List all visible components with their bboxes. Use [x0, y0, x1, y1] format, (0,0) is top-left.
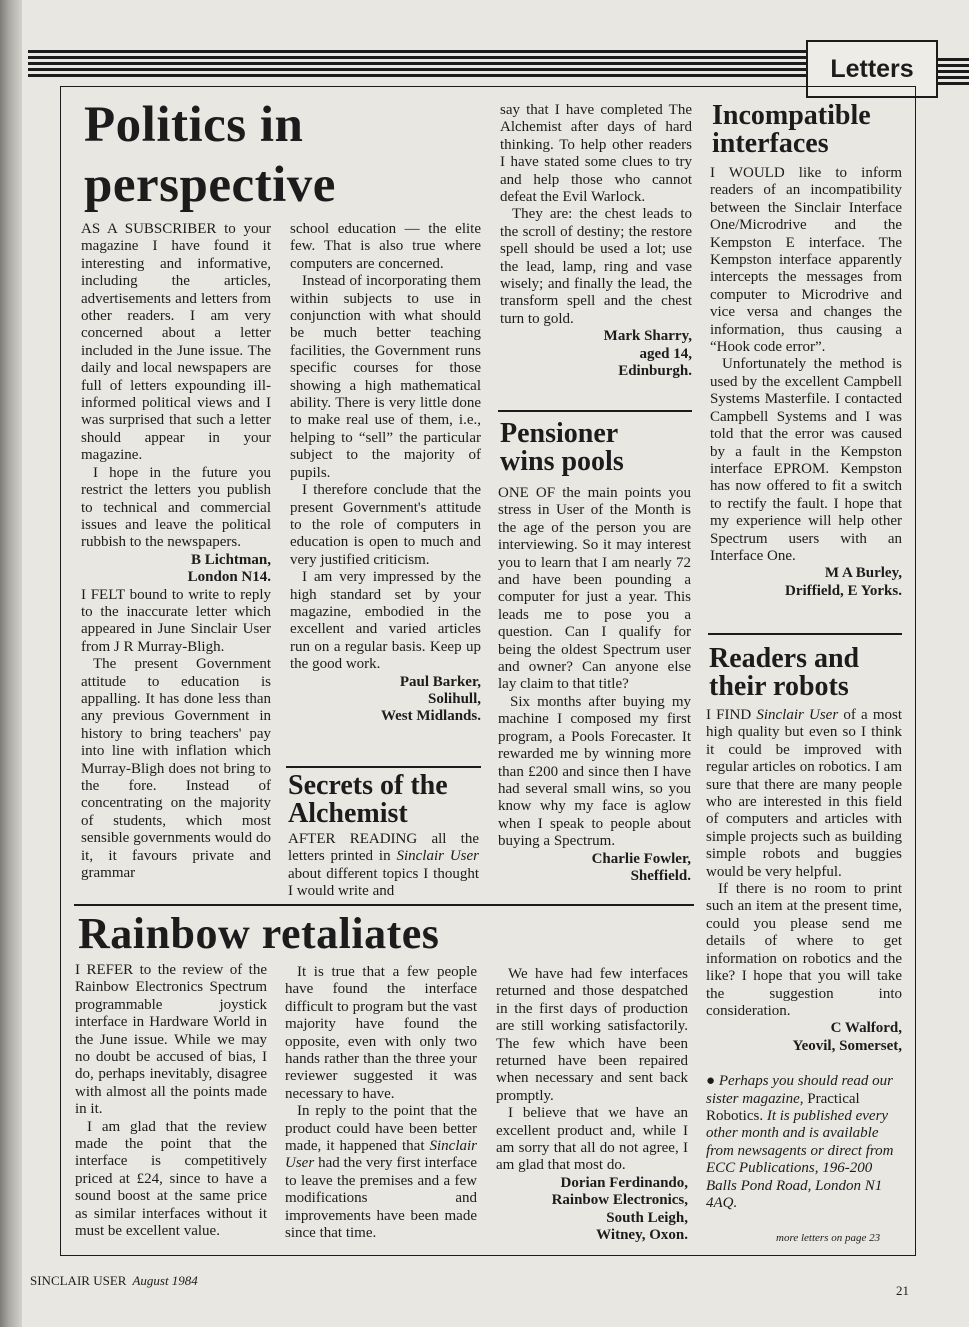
robots-headline: Readers and their robots — [709, 643, 860, 702]
magazine-title: Sinclair User — [396, 848, 479, 865]
rainbow-text: had the very first interface to leave the premises and a few modifications and improvements have been made since that time. — [285, 1155, 477, 1242]
magazine-title: Sinclair User — [756, 707, 839, 723]
signature-place: Edinburgh. — [618, 363, 692, 380]
alchemist-column-2 — [500, 102, 692, 381]
magazine-title: Practical Robotics. — [706, 1090, 860, 1124]
rainbow-headline: Rainbow retaliates — [78, 909, 440, 958]
robots-column — [706, 707, 902, 1212]
politics-paragraph: school education — the elite few. That is also true where computers are concerned. — [290, 221, 481, 272]
page-number: 21 — [896, 1283, 909, 1298]
signature-county: West Midlands. — [380, 708, 481, 725]
robots-rule — [708, 633, 902, 635]
pensioner-signature — [498, 851, 691, 886]
politics-column-1 — [81, 221, 271, 882]
rainbow-text: In reply to the point that the product could have been better made, it happened that — [285, 1103, 477, 1155]
robots-paragraph — [706, 707, 902, 881]
signature-name: Charlie Fowler, — [591, 850, 691, 867]
signature-place: Driffield, E Yorks. — [785, 582, 902, 599]
more-letters-note: more letters on page 23 — [776, 1232, 881, 1244]
signature-town: South Leigh, — [606, 1209, 688, 1226]
robots-headline-block — [709, 645, 902, 701]
page-binding-shadow — [0, 0, 22, 1327]
incompatible-headline: Incompatible interfaces — [712, 100, 871, 159]
signature-age: aged 14, — [639, 345, 692, 362]
politics-headline-line1: Politics in — [84, 97, 304, 153]
rainbow-rule — [74, 904, 694, 906]
robots-text: I FIND — [706, 707, 757, 723]
signature-name: Paul Barker, — [399, 673, 481, 690]
rainbow-signature — [496, 1175, 688, 1245]
alchemist-paragraph — [288, 831, 479, 901]
alchemist-headline: Secrets of the Alchemist — [288, 770, 448, 829]
header-rule-lines-right — [938, 58, 969, 88]
editor-note-text: Perhaps you should read our sister magazine, — [706, 1073, 893, 1107]
rainbow-column-2 — [285, 964, 477, 1243]
alchemist-rule — [286, 766, 481, 768]
editor-note — [706, 1073, 902, 1212]
pensioner-headline: Pensioner wins pools — [500, 418, 624, 477]
politics-paragraph: I am very impressed by the high standard set by your magazine, embodied in the excellent and varied articles run on a regular basis. Keep up the good work. — [290, 569, 481, 673]
signature-name: M A Burley, — [824, 565, 902, 582]
pensioner-rule — [498, 410, 692, 412]
robots-text: of a most high quality but even so I think it could be improved with regular articles on robotics. I am sure that there are many people who are interested in this field of computers and articles with simple projects such as building simple robots and buggies would be very helpful. — [706, 707, 903, 880]
alchemist-headline-block — [288, 772, 484, 828]
signature-place: Sheffield. — [630, 867, 691, 884]
footer-magazine — [30, 1273, 198, 1289]
politics-paragraph: AS A SUBSCRIBER to your magazine I have found it interesting and informative, including the articles, advertisements and letters from other readers. I am very concerned about a letter included in the June issue. The daily and local newspapers are full of letters expounding ill-informed political views and I was surprised that such a letter should appear in your magazine. — [81, 221, 271, 464]
rainbow-paragraph: I am glad that the review made the point that the interface is competitively priced at £24, since to have a sound boost at the same price as similar interfaces without it must be excellent value. — [75, 1118, 267, 1240]
politics-headline-line2: perspective — [84, 157, 336, 213]
pensioner-paragraph: ONE OF the main points you stress in User of the Month is the age of the person you are interviewing. So it may interest you to learn that I am nearly 72 and have been pounding a computer for just a year. This leads me to pose you a question. Can I qualify for being the oldest Spectrum user and owner? Can anyone else lay claim to that title? — [498, 485, 691, 693]
signature-name: C Walford, — [830, 1020, 902, 1037]
signature-town: Solihull, — [428, 690, 481, 707]
politics-column-2 — [290, 221, 481, 726]
alchemist-signature — [500, 328, 692, 380]
signature-name: B Lichtman, — [190, 551, 271, 568]
incompatible-paragraph: Unfortunately the method is used by the excellent Campbell Systems Masterfile. I contacted Campbell Systems and I was told that the error was caused by a fault in the Kempston interface EPROM. Kempston has now offered to fit a switch to rectify the fault. I hope that my experience will help other Spectrum users with an Interface One. — [710, 356, 902, 564]
footer-issue: August 1984 — [132, 1273, 198, 1288]
bullet-icon: ● — [706, 1073, 716, 1090]
rainbow-column-1 — [75, 962, 267, 1241]
politics-paragraph: I FELT bound to write to reply to the inaccurate letter which appeared in June Sinclair User from J R Murray-Bligh. — [81, 586, 271, 655]
signature-name: Mark Sharry, — [603, 328, 692, 345]
alchemist-text: AFTER READING all the letters printed in — [288, 831, 479, 865]
editor-note-text: It is published every other month and is available from newsagents or direct from ECC Publications, 196-200 Balls Pond Road, London N1 4AQ. — [706, 1107, 894, 1211]
alchemist-column-1 — [288, 831, 479, 901]
footer-magazine-name: SINCLAIR USER — [30, 1273, 127, 1288]
rainbow-paragraph: I REFER to the review of the Rainbow Electronics Spectrum programmable joystick interface in Hardware World in the June issue. While we may no doubt be accused of bias, I do, perhaps inevitably, disagree with almost all the points made in it. — [75, 962, 267, 1118]
rainbow-paragraph: I believe that we have an excellent product and, while I am sorry that all do not agree, I am glad that most do. — [496, 1105, 688, 1174]
pensioner-paragraph: Six months after buying my machine I composed my first program, a Pools Forecaster. It rewarded me by winning more than £200 and since then I have had several small wins, so you know why my face is aglow when I speak to people about buying a Spectrum. — [498, 693, 691, 850]
rainbow-column-3 — [496, 966, 688, 1245]
politics-paragraph: I hope in the future you restrict the letters you publish to technical and commercial issues and leave the political rubbish to the newspapers. — [81, 464, 271, 551]
politics-paragraph: Instead of incorporating them within subjects to use in conjunction with what should be much better teaching facilities, the Government runs specific courses for those showing a high mathematical ability. There is very little done to make real use of them, i.e., helping to “sell” the particular subject to the majority of pupils. — [290, 273, 481, 481]
signature-name: Dorian Ferdinando, — [560, 1174, 688, 1191]
rainbow-paragraph: We have had few interfaces returned and those despatched in the first days of production are still working satisfactorily. The few which have been returned have been repaired when necessary and sent back promptly. — [496, 966, 688, 1104]
alchemist-paragraph: say that I have completed The Alchemist after days of hard thinking. To help other readers I have stated some clues to try and help those who cannot defeat the Evil Warlock. — [500, 102, 692, 206]
incompatible-paragraph: I WOULD like to inform readers of an incompatibility between the Sinclair Interface One/Microdrive and the Kempston E interface. The Kempston interface apparently intercepts the messages from computer to Microdrive and vice versa and changes the information, thus causing a “Hook code error”. — [710, 165, 902, 356]
section-tab: Letters — [806, 40, 938, 98]
incompatible-column — [710, 165, 902, 600]
rainbow-paragraph: It is true that a few people have found the interface difficult to program but the vast majority have found the opposite, even with only two hands rather than the three your reviewer suggested it was necessary to have. — [285, 964, 477, 1102]
alchemist-paragraph: They are: the chest leads to the scroll of destiny; the restore spell should be used a lot; use the lead, lamp, ring and vase wisely; and finally the lead, the transform spell and the chest turn to gold. — [500, 206, 692, 327]
incompatible-headline-block — [712, 102, 902, 158]
magazine-title: Sinclair User — [285, 1138, 477, 1172]
rainbow-paragraph — [285, 1103, 477, 1242]
signature-place: London N14. — [187, 569, 271, 586]
alchemist-text: about different topics I thought I would write and — [288, 865, 479, 900]
signature-company: Rainbow Electronics, — [551, 1192, 688, 1209]
pensioner-column — [498, 485, 691, 885]
robots-signature — [706, 1020, 902, 1055]
pensioner-headline-block — [500, 420, 670, 476]
robots-paragraph: If there is no room to print such an item at the present time, could you please send me details of where to get information on robotics and the like? I hope that you will take the suggestion into consideration. — [706, 881, 902, 1019]
signature-place: Yeovil, Somerset, — [792, 1037, 902, 1054]
politics-paragraph: I therefore conclude that the present Government's attitude to the role of computers in education is open to much and very justified criticism. — [290, 482, 481, 568]
politics-paragraph: The present Government attitude to education is appalling. It has done less than any previous Government in history to bring teachers' pay into line with inflation which Murray-Bligh does not bring to the fore. Instead of concentrating on the majority of students, which most sensible governments would do it, it favours private and grammar — [81, 656, 271, 882]
politics-signature-2 — [290, 674, 481, 726]
signature-place: Witney, Oxon. — [596, 1227, 688, 1244]
incompatible-signature — [710, 565, 902, 600]
politics-signature-1 — [81, 552, 271, 587]
header-rule-lines — [28, 50, 808, 80]
